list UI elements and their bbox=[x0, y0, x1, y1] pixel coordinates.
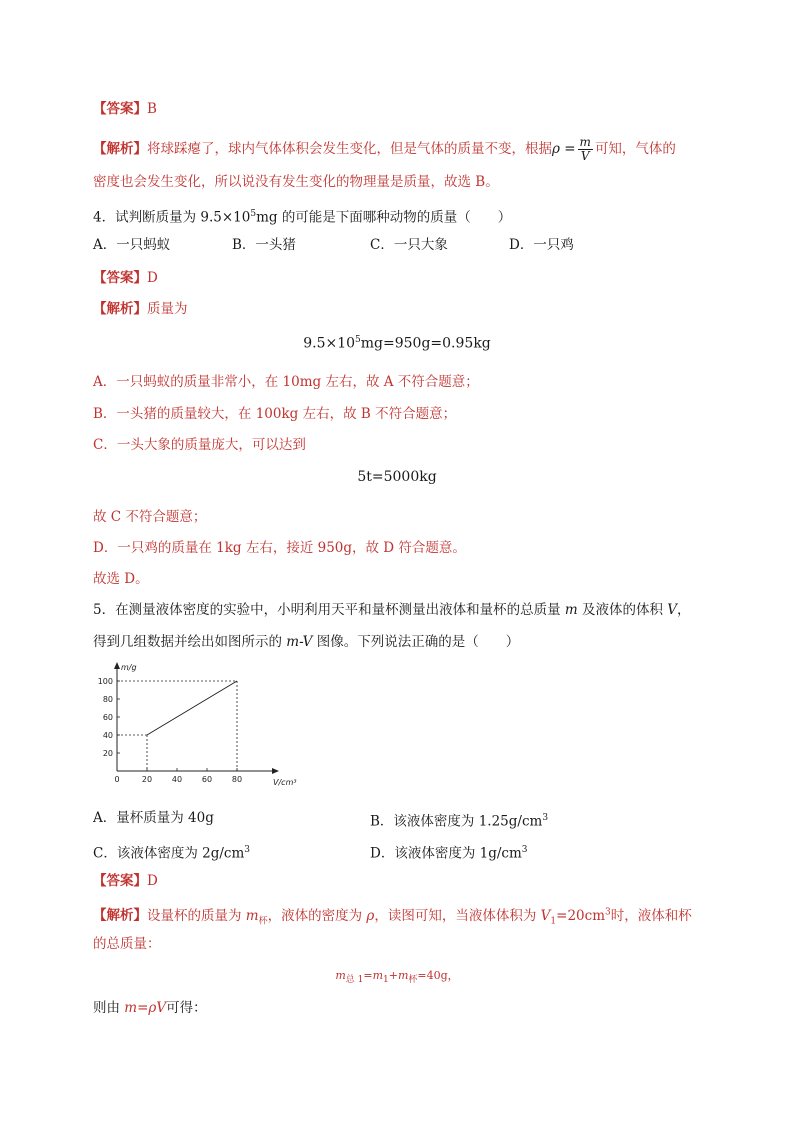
answer-tag: 【答案】 bbox=[93, 270, 147, 286]
answer-value: D bbox=[147, 873, 158, 889]
explanation-tag: 【解析】 bbox=[93, 301, 147, 317]
explanation-5-line-2: 的总质量： bbox=[93, 936, 161, 952]
question-4-stem: 4．试判断质量为 $9.5\times 10^5mg$ 的可能是下面哪种动物的质量（ ） bbox=[93, 209, 512, 226]
explanation-text: 将球踩瘪了，球内气体体积会发生变化，但是气体的质量不变，根据ρ = $\frac{m}{V}$ 可知，气体的 bbox=[147, 135, 676, 163]
y-axis-arrow bbox=[114, 662, 120, 669]
data-line bbox=[147, 681, 237, 735]
question-5-option-c: C．该液体密度为 $2g/cm^3$ bbox=[93, 845, 250, 862]
explanation-4-option-d: D．一只鸡的质量在 1kg 左右，接近 950g，故 D 符合题意。 bbox=[93, 540, 466, 556]
x-axis-label: V/cm³ bbox=[273, 778, 297, 787]
x-axis-arrow bbox=[272, 768, 279, 774]
question-5-option-a: A．量杯质量为 40g bbox=[93, 810, 214, 826]
x-tick-label: 60 bbox=[201, 775, 213, 784]
x-tick-label: 40 bbox=[171, 775, 183, 784]
explanation-4-option-b: B．一头猪的质量较大，在 100kg 左右，故 B 不符合题意； bbox=[93, 406, 457, 422]
question-5-option-b: B．该液体密度为 $1.25g/cm^3$ bbox=[370, 813, 549, 830]
answer-tag: 【答案】 bbox=[93, 873, 147, 889]
question-4-option-c: C．一只大象 bbox=[370, 237, 448, 253]
y-tick-label: 100 bbox=[97, 677, 113, 686]
x-tick-label: 80 bbox=[231, 775, 243, 784]
answer-line-5 bbox=[93, 871, 158, 891]
explanation-5-line-1: 【解析】设量杯的质量为 $m_杯$，液体的密度为 ρ，读图可知，当液体体积为 $V_1=20cm^3$时，液体和杯 bbox=[93, 907, 692, 927]
explanation-4-option-c: C．一头大象的质量庞大，可以达到 bbox=[93, 437, 306, 453]
answer-line-4 bbox=[93, 268, 158, 288]
question-4-option-b: B．一头猪 bbox=[232, 237, 296, 253]
explanation-1-line-1 bbox=[93, 136, 676, 163]
question-5-stem-line-1: 5．在测量液体密度的实验中，小明利用天平和量杯测量出液体和量杯的总质量 m 及液体的体积 V， bbox=[93, 602, 691, 618]
answer-line-1 bbox=[93, 99, 157, 119]
explanation-4-intro: 【解析】质量为 bbox=[93, 301, 188, 317]
question-4-option-a: A．一只蚂蚁 bbox=[93, 237, 171, 253]
y-tick-label: 40 bbox=[102, 731, 113, 740]
question-5-stem-line-2: 得到几组数据并绘出如图所示的 m-V 图像。下列说法正确的是（ ） bbox=[93, 634, 520, 650]
answer-value: B bbox=[147, 101, 157, 117]
m-v-graph bbox=[93, 660, 323, 792]
density-fraction: $\frac{m}{V}$ bbox=[579, 135, 591, 163]
explanation-4-conclusion: 故选 D。 bbox=[93, 571, 149, 587]
x-tick-label: 0 bbox=[114, 775, 120, 784]
formula-mass-conversion: $9.5\times 10^5mg=950g=0.95kg$ bbox=[303, 335, 491, 352]
explanation-4-option-a: A．一只蚂蚁的质量非常小，在 10mg 左右，故 A 不符合题意； bbox=[93, 374, 479, 390]
x-tick-label: 20 bbox=[141, 775, 153, 784]
formula-elephant-mass: 5t=5000kg bbox=[357, 469, 437, 485]
y-axis-label: m/g bbox=[121, 663, 137, 672]
formula-total-mass: $m_{总 1}=m_1+m_杯=40g$， bbox=[335, 969, 459, 986]
question-4-option-d: D．一只鸡 bbox=[509, 237, 574, 253]
y-tick-label: 80 bbox=[102, 695, 113, 704]
explanation-5-line-3: 则由 m=ρV可得： bbox=[93, 1000, 207, 1016]
explanation-4-option-c-conclusion: 故 C 不符合题意； bbox=[93, 509, 207, 525]
explanation-tag: 【解析】 bbox=[93, 141, 147, 157]
explanation-tag: 【解析】 bbox=[93, 907, 147, 924]
answer-tag: 【答案】 bbox=[93, 101, 147, 117]
question-5-option-d: D．该液体密度为 $1g/cm^3$ bbox=[370, 845, 528, 862]
y-tick-label: 60 bbox=[102, 713, 113, 722]
answer-value: D bbox=[147, 270, 158, 286]
y-tick-label: 20 bbox=[102, 749, 113, 758]
explanation-1-line-2: 密度也会发生变化，所以说没有发生变化的物理量是质量，故选 B。 bbox=[93, 174, 499, 190]
